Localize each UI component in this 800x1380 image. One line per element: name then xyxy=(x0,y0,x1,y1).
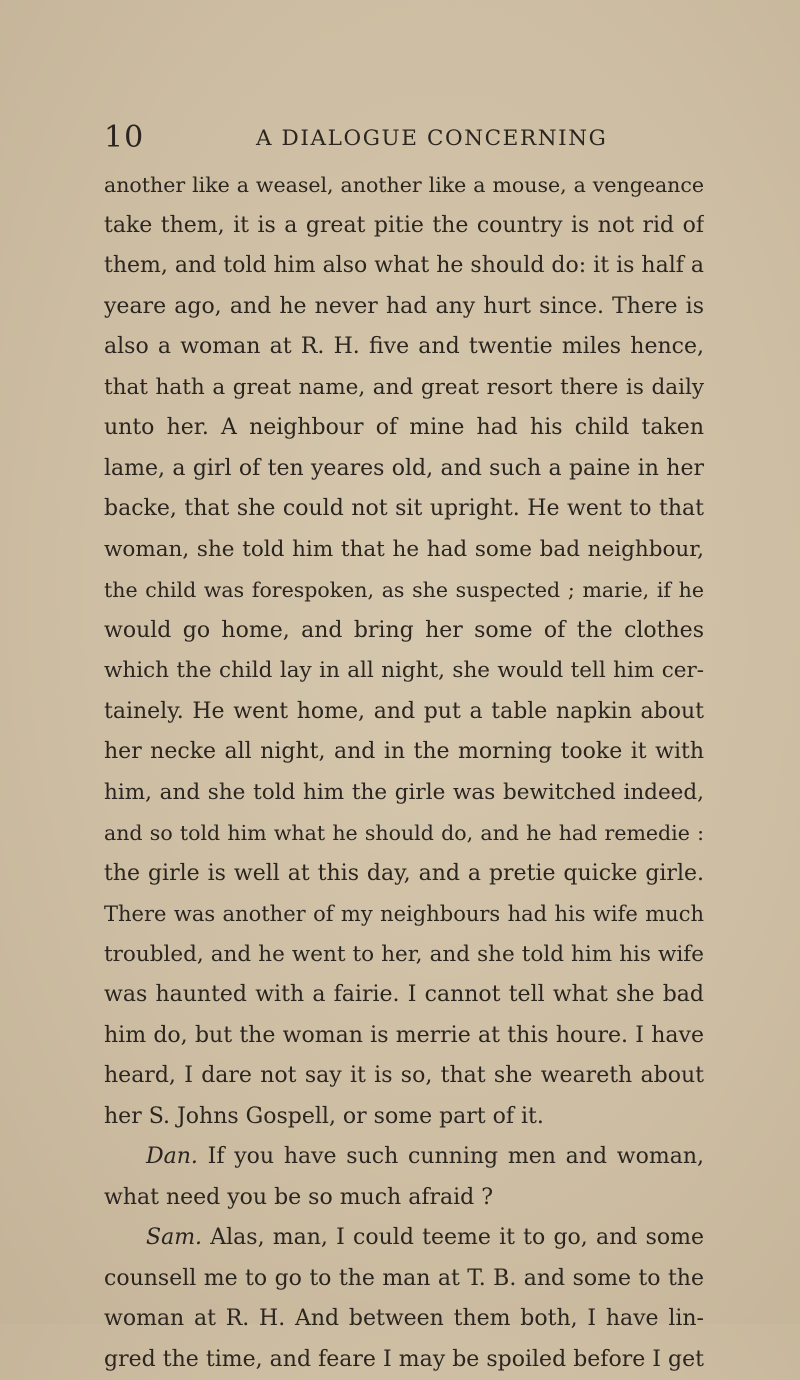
text-line: unto her. A neighbour of mine had his child taken xyxy=(104,408,704,449)
text-line: take them, it is a great pitie the country is not rid of xyxy=(104,206,704,247)
text-line: him do, but the woman is merrie at this houre. I have xyxy=(104,1016,704,1057)
text-line: another like a weasel, another like a mouse, a vengeance xyxy=(104,165,704,206)
running-title: A DIALOGUE CONCERNING xyxy=(256,122,607,156)
text-line-speech: Dan. If you have such cunning men and woman, xyxy=(104,1137,704,1178)
text-line: gred the time, and feare I may be spoiled before I get xyxy=(104,1340,704,1380)
text-line: the girle is well at this day, and a pretie quicke girle. xyxy=(104,854,704,895)
speaker-name: Sam. xyxy=(146,1225,202,1250)
text-line: woman, she told him that he had some bad neighbour, xyxy=(104,530,704,571)
text-line: was haunted with a fairie. I cannot tell what she bad xyxy=(104,975,704,1016)
text-line: There was another of my neighbours had his wife much xyxy=(104,894,704,935)
text-line: the child was forespoken, as she suspected ; marie, if he xyxy=(104,570,704,611)
text-line: yeare ago, and he never had any hurt since. There is xyxy=(104,287,704,328)
speaker-name: Dan. xyxy=(146,1144,198,1169)
text-line: also a woman at R. H. five and twentie miles hence, xyxy=(104,327,704,368)
body-text xyxy=(104,165,704,1380)
text-line: him, and she told him the girle was bewitched indeed, xyxy=(104,773,704,814)
text-line: that hath a great name, and great resort there is daily xyxy=(104,368,704,409)
page-number: 10 xyxy=(104,118,144,158)
text-line: what need you be so much afraid ? xyxy=(104,1178,704,1219)
text-line: would go home, and bring her some of the clothes xyxy=(104,611,704,652)
text-line-speech: Sam. Alas, man, I could teeme it to go, and some xyxy=(104,1218,704,1259)
text-line: lame, a girl of ten yeares old, and such a paine in her xyxy=(104,449,704,490)
text-line: counsell me to go to the man at T. B. and some to the xyxy=(104,1259,704,1300)
text-line: them, and told him also what he should do: it is half a xyxy=(104,246,704,287)
text-line: her S. Johns Gospell, or some part of it. xyxy=(104,1097,704,1138)
text-line: tainely. He went home, and put a table napkin about xyxy=(104,692,704,733)
text-line: troubled, and he went to her, and she told him his wife xyxy=(104,935,704,976)
text-line: which the child lay in all night, she would tell him cer- xyxy=(104,651,704,692)
text-line: woman at R. H. And between them both, I have lin- xyxy=(104,1299,704,1340)
text-line: backe, that she could not sit upright. He went to that xyxy=(104,489,704,530)
running-head xyxy=(104,118,704,158)
text-line: and so told him what he should do, and he had remedie : xyxy=(104,813,704,854)
text-line: her necke all night, and in the morning tooke it with xyxy=(104,732,704,773)
text-line: heard, I dare not say it is so, that she weareth about xyxy=(104,1056,704,1097)
